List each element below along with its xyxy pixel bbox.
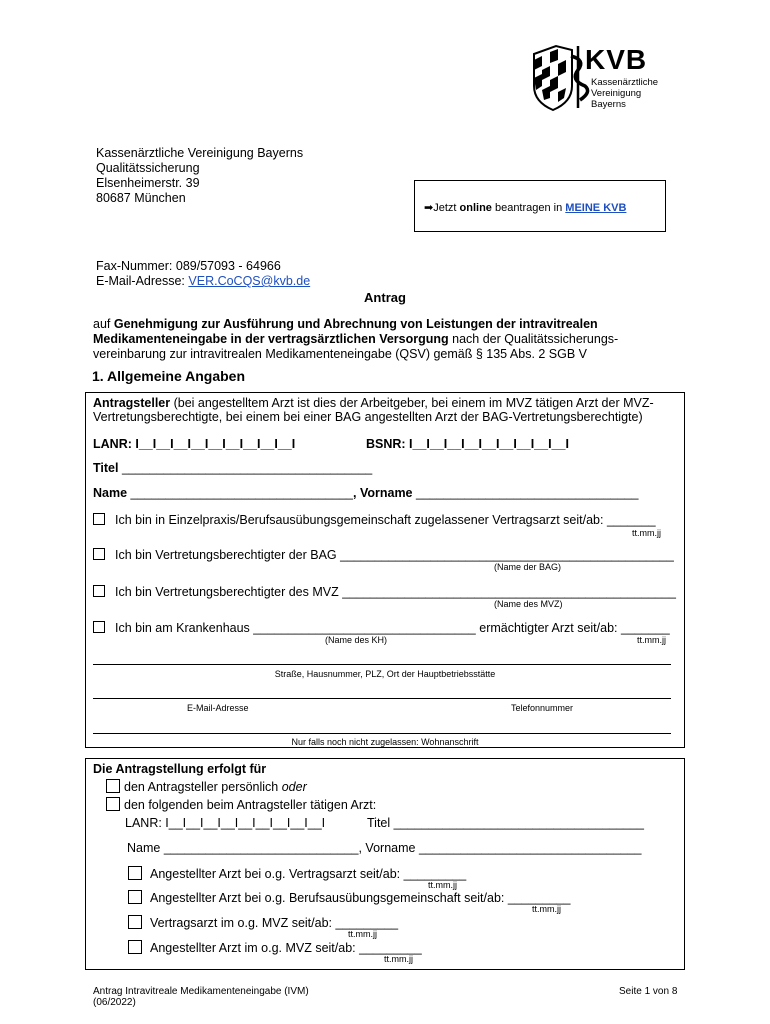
logo-subtitle <box>591 77 658 110</box>
bag-name-line: ________________________________________________ <box>340 548 674 562</box>
logo-subtitle-line: Vereinigung <box>591 88 642 99</box>
kh-hint: (Name des KH) <box>325 635 388 645</box>
titel-line: ____________________________________ <box>121 461 373 475</box>
recipient-address <box>96 146 303 206</box>
sub-option-mvz-angestellt <box>128 940 422 955</box>
option-oder: oder <box>281 780 307 794</box>
applicant-label: Antragsteller <box>93 396 171 410</box>
online-bold: online <box>459 202 492 214</box>
fax-number: Fax-Nummer: 089/57093 - 64966 <box>96 259 281 273</box>
address-line: Elsenheimerstr. 39 <box>96 176 200 190</box>
option-label: Ich bin in Einzelpraxis/Berufsausübungsgemeinschaft zugelassener Vertragsarzt seit/ab: <box>115 513 604 527</box>
home-address-input-line[interactable] <box>93 733 671 734</box>
footer-document-info <box>93 986 309 1008</box>
titel-line: ____________________________________ <box>393 816 644 830</box>
intro-paragraph <box>93 317 683 362</box>
name-label: Name <box>127 841 161 855</box>
date-hint: tt.mm.jj <box>348 929 377 939</box>
logo-subtitle-line: Kassenärztliche <box>591 77 659 88</box>
checkbox-persoenlich[interactable] <box>106 779 120 793</box>
option-label: Ich bin Vertretungsberechtigter des MVZ <box>115 585 339 599</box>
address-line: 80687 München <box>96 191 186 205</box>
checkbox-bag[interactable] <box>93 548 105 560</box>
arzt-lanr-field[interactable] <box>125 816 325 830</box>
option-label: Vertragsarzt im o.g. MVZ seit/ab: <box>150 916 333 930</box>
date-line: _________ <box>359 941 422 955</box>
intro-bold: Genehmigung zur Ausführung und Abrechnung von Leistungen der intravitrealen Medikamenteneingabe in der vertragsärztlichen Versorgung <box>93 317 598 346</box>
lanr-field[interactable] <box>93 437 295 451</box>
option-bag <box>93 548 674 562</box>
checkbox-arzt[interactable] <box>106 797 120 811</box>
checkbox-mvz-angestellt[interactable] <box>128 940 142 954</box>
vorname-label: , Vorname <box>358 841 416 855</box>
phone-hint: Telefonnummer <box>511 703 574 713</box>
online-prefix: Jetzt <box>433 202 460 214</box>
applicant-note <box>93 396 679 424</box>
online-middle: beantragen in <box>491 202 566 214</box>
date-line: _________ <box>507 891 571 905</box>
application-for-heading <box>93 762 266 776</box>
checkbox-mvz-vertragsarzt[interactable] <box>128 915 142 929</box>
email-hint: E-Mail-Adresse <box>187 703 249 713</box>
footer-page-number: Seite 1 von 8 <box>619 986 678 997</box>
date-hint: tt.mm.jj <box>637 635 666 645</box>
sub-option-mvz-vertragsarzt <box>128 915 398 930</box>
footer-form-date: (06/2022) <box>93 997 136 1008</box>
arrow-right-icon: ➡ <box>424 202 434 214</box>
address-line: Qualitätssicherung <box>96 161 200 175</box>
logo-subtitle-line: Bayerns <box>591 99 626 110</box>
online-application-text <box>424 201 626 214</box>
lanr-label: LANR: I__I__I__I__I__I__I__I__I__I <box>125 816 326 830</box>
date-line: _________ <box>335 916 399 930</box>
checkbox-einzelpraxis[interactable] <box>93 513 105 525</box>
mvz-hint: (Name des MVZ) <box>494 599 563 609</box>
vorname-line: ________________________________ <box>418 841 642 855</box>
option-einzelpraxis <box>93 513 656 527</box>
document-title: Antrag <box>364 290 406 305</box>
checkbox-bag-employee[interactable] <box>128 890 142 904</box>
sub-option-bag <box>128 890 570 905</box>
address-input-line[interactable] <box>93 664 671 665</box>
email-link[interactable]: VER.CoCQS@kvb.de <box>188 274 311 288</box>
email-label: E-Mail-Adresse: <box>96 274 189 288</box>
arzt-titel-field[interactable] <box>367 816 644 830</box>
bag-hint: (Name der BAG) <box>494 562 562 572</box>
date-line: _______ <box>621 621 670 635</box>
option-mvz <box>93 585 676 599</box>
email-phone-input-line[interactable] <box>93 698 671 699</box>
address-line: Kassenärztliche Vereinigung Bayerns <box>96 146 304 160</box>
arzt-name-field[interactable] <box>127 841 641 855</box>
meine-kvb-link[interactable]: MEINE KVB <box>565 202 627 214</box>
titel-label: Titel <box>367 816 391 830</box>
logo-brand: KVB <box>585 44 648 75</box>
sub-option-vertragsarzt <box>128 866 466 881</box>
footer-form-name: Antrag Intravitreale Medikamenteneingabe (IVM) <box>93 986 309 997</box>
name-field[interactable] <box>93 486 638 500</box>
name-label: Name <box>93 486 128 500</box>
date-hint: tt.mm.jj <box>632 528 661 538</box>
kh-name-line: ________________________________ <box>253 621 476 635</box>
option-label: Angestellter Arzt bei o.g. Vertragsarzt seit/ab: <box>150 867 401 881</box>
bsnr-field[interactable] <box>366 437 569 451</box>
option-persoenlich <box>106 779 307 794</box>
checkbox-krankenhaus[interactable] <box>93 621 105 633</box>
option-label: Angestellter Arzt bei o.g. Berufsausübungsgemeinschaft seit/ab: <box>150 891 505 905</box>
contact-info <box>96 259 310 289</box>
option-label: den folgenden beim Antragsteller tätigen Arzt: <box>124 798 377 812</box>
intro-prefix: auf <box>93 317 114 331</box>
address-hint: Straße, Hausnummer, PLZ, Ort der Hauptbetriebsstätte <box>274 669 496 679</box>
bsnr-label: BSNR: I__I__I__I__I__I__I__I__I__I <box>366 437 569 451</box>
lanr-label: LANR: I__I__I__I__I__I__I__I__I__I <box>93 437 296 451</box>
checkbox-mvz[interactable] <box>93 585 105 597</box>
option-label: Angestellter Arzt im o.g. MVZ seit/ab: <box>150 941 356 955</box>
vorname-line: ________________________________ <box>416 486 639 500</box>
date-hint: tt.mm.jj <box>532 904 561 914</box>
name-line: ________________________________ <box>130 486 353 500</box>
titel-label: Titel <box>93 461 119 475</box>
vorname-label: , Vorname <box>353 486 413 500</box>
titel-field[interactable] <box>93 461 372 475</box>
home-address-hint: Nur falls noch nicht zugelassen: Wohnanschrift <box>291 737 479 747</box>
date-hint: tt.mm.jj <box>384 954 413 964</box>
option-label: Ich bin am Krankenhaus <box>115 621 250 635</box>
option-krankenhaus <box>93 621 670 635</box>
date-line: _______ <box>606 513 656 527</box>
application-for-label: Die Antragstellung erfolgt für <box>93 762 267 776</box>
checkbox-vertragsarzt[interactable] <box>128 866 142 880</box>
section-heading-general: 1. Allgemeine Angaben <box>92 368 245 384</box>
mvz-name-line: ________________________________________________ <box>342 585 676 599</box>
intro-suffix: nach der Qualitätssicherungs-vereinbarung zur intravitrealen Medikamenteneingabe (QSV) gemäß § 135 Abs. 2 SGB V <box>93 332 619 361</box>
option-label: den Antragsteller persönlich <box>124 780 282 794</box>
option-label-suffix: ermächtigter Arzt seit/ab: <box>479 621 618 635</box>
name-line: ____________________________ <box>163 841 359 855</box>
date-hint: tt.mm.jj <box>428 880 457 890</box>
option-arzt <box>106 797 376 812</box>
date-line: _________ <box>403 867 467 881</box>
option-label: Ich bin Vertretungsberechtigter der BAG <box>115 548 337 562</box>
applicant-note-text: (bei angestelltem Arzt ist dies der Arbeitgeber, bei einem im MVZ tätigen Arzt der MVZ-Vertretungsberechtigte, bei einem bei einer BAG angestellten Arzt der BAG-Vertretungsberechtigte) <box>93 396 654 424</box>
